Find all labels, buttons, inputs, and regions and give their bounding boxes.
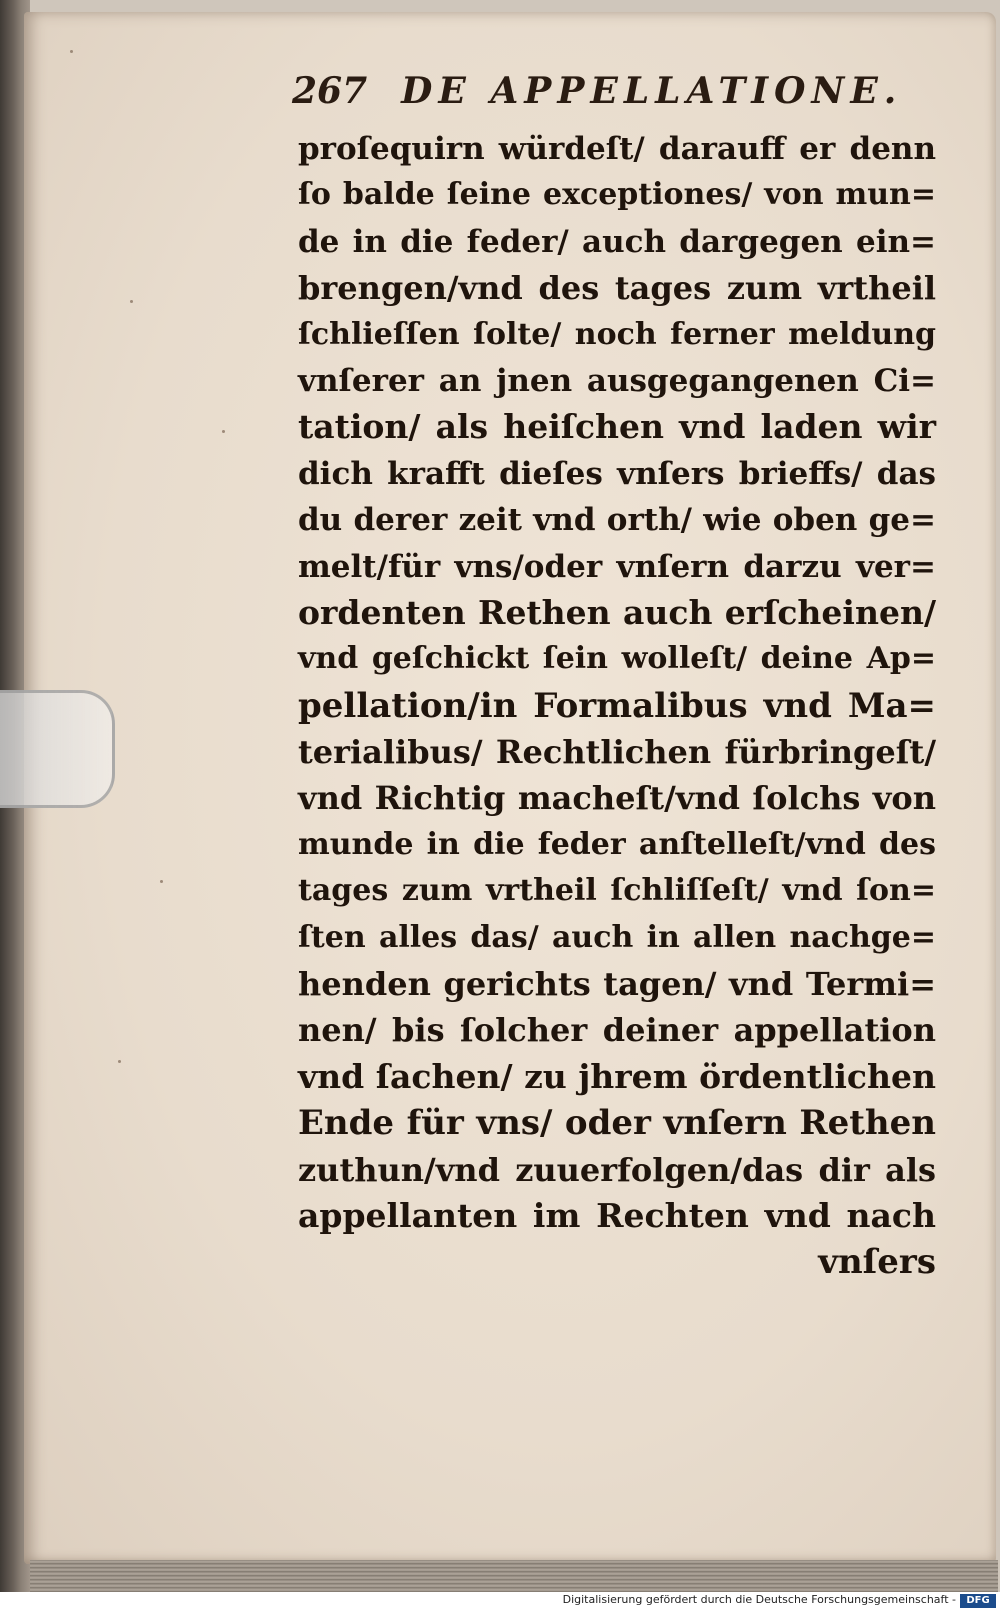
paper-speck xyxy=(118,1060,121,1063)
text-line: munde in die feder anſtelleſt/vnd des xyxy=(298,826,936,862)
text-line: du derer zeit vnd orth/ wie oben ge= xyxy=(298,502,936,539)
text-line: vnd ſachen/ zu jhrem ördentlichen xyxy=(298,1056,936,1096)
text-line: zuthun/vnd zuuerfolgen/das dir als xyxy=(298,1150,936,1189)
text-line: tation/ als heiſchen vnd laden wir xyxy=(298,407,936,447)
page-header xyxy=(292,70,932,120)
text-line: Ende für vns/ oder vnſern Rethen xyxy=(298,1103,936,1144)
text-line: vnd Richtig macheſt/vnd ſolchs von xyxy=(298,779,936,818)
text-line: melt/für vns/oder vnſern darzu ver= xyxy=(298,548,936,585)
catchword: vnſers xyxy=(818,1242,936,1283)
text-line: vnd geſchickt ſein wolleſt/ deine Ap= xyxy=(298,641,936,677)
page-clip xyxy=(0,690,115,808)
paper-speck xyxy=(130,300,133,303)
text-line: appellanten im Rechten vnd nach xyxy=(298,1195,936,1235)
footer-bar xyxy=(0,1592,1000,1610)
running-head: DE APPELLATIONE. xyxy=(401,70,903,112)
text-line: de in die feder/ auch dargegen ein= xyxy=(298,223,936,260)
text-line: nen/ bis ſolcher deiner appellation xyxy=(298,1011,936,1050)
funding-credit: Digitalisierung gefördert durch die Deutsche Forschungsgemeinschaft - xyxy=(562,1593,956,1606)
page-number: 267 xyxy=(292,70,368,112)
body-text xyxy=(298,126,936,1286)
text-line: ſchlieſſen ſolte/ noch ferner meldung xyxy=(298,316,936,352)
text-line: brengen/vnd des tages zum vrtheil xyxy=(298,269,936,308)
text-line: ſten alles das/ auch in allen nachge= xyxy=(298,919,936,955)
text-line: henden gerichts tagen/ vnd Termi= xyxy=(298,965,936,1004)
text-line: vnſerer an jnen ausgegangenen Ci= xyxy=(298,362,936,399)
text-line: ordenten Rethen auch erſcheinen/ xyxy=(298,592,936,632)
dfg-logo: DFG xyxy=(960,1594,996,1608)
text-line: pellation/in Formalibus vnd Ma= xyxy=(298,685,936,726)
paper-speck xyxy=(70,50,73,53)
text-line: proſequirn würdeſt/ darauff er denn xyxy=(298,131,936,167)
text-line: dich krafft dieſes vnſers brieffs/ das xyxy=(298,455,936,492)
text-line: ſo balde ſeine exceptiones/ von mun= xyxy=(298,177,936,213)
text-line: terialibus/ Rechtlichen fürbringeſt/ xyxy=(298,733,936,772)
page-stack-edge xyxy=(30,1560,998,1592)
paper-speck xyxy=(222,430,225,433)
text-line: tages zum vrtheil ſchliſſeſt/ vnd ſon= xyxy=(298,873,936,909)
paper-speck xyxy=(160,880,163,883)
